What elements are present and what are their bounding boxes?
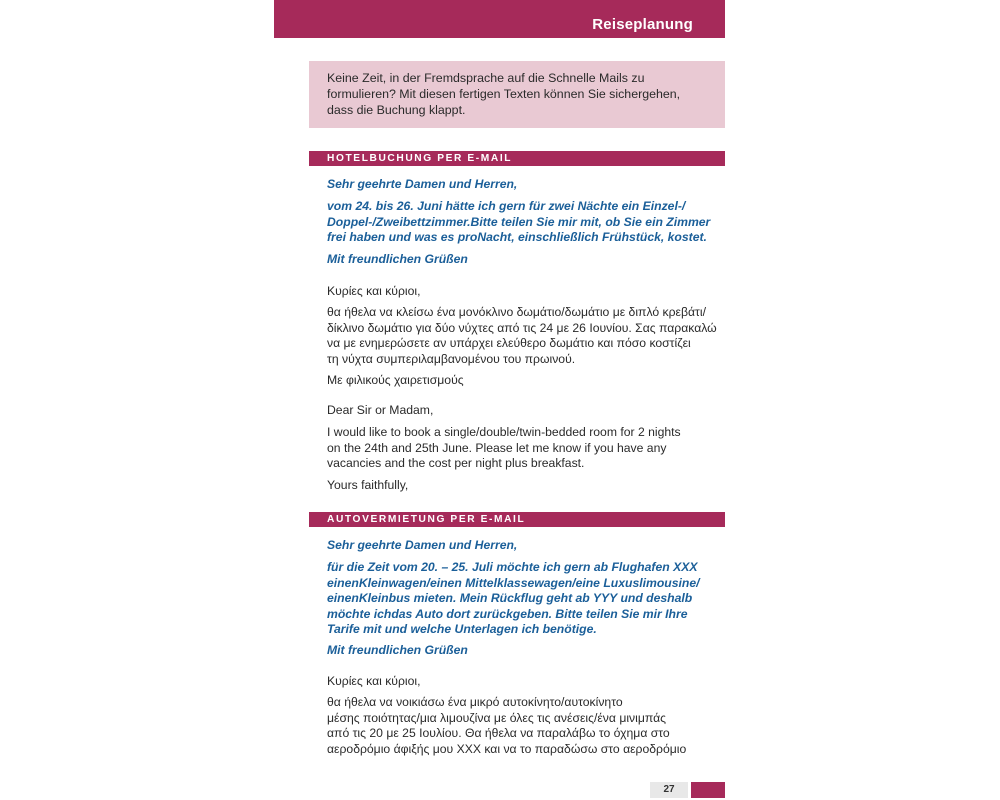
hotel-de-line: frei haben und was es proNacht, einschließlich Frühstück, kostet.	[327, 230, 707, 245]
hotel-gr-line: να με ενημερώσετε αν υπάρχει ελεύθερο δωμάτιο και πόσο κοστίζει	[327, 336, 691, 351]
hotel-en-line: I would like to book a single/double/twin-bedded room for 2 nights	[327, 425, 681, 439]
car-de-body	[327, 560, 717, 638]
book-page	[274, 0, 725, 800]
intro-box	[309, 61, 725, 128]
hotel-section-header	[309, 151, 725, 166]
header-bar	[274, 0, 725, 38]
car-gr-line: μέσης ποιότητας/μια λιμουζίνα με όλες τις ανέσεις/ένα μινιμπάς	[327, 710, 667, 725]
car-de-greeting: Sehr geehrte Damen und Herren,	[327, 538, 518, 552]
page-title: Reiseplanung	[592, 16, 693, 33]
hotel-en-greeting: Dear Sir or Madam,	[327, 403, 434, 417]
hotel-gr-line: τη νύχτα συμπεριλαμβανομένου του πρωινού.	[327, 351, 576, 366]
hotel-de-body	[327, 199, 717, 246]
car-de-line: Tarife mit und welche Unterlagen ich benötige.	[327, 622, 597, 637]
page-number: 27	[650, 782, 688, 798]
hotel-gr-line: θα ήθελα να κλείσω ένα μονόκλινο δωμάτιο/δωμάτιο με διπλό κρεβάτι/	[327, 305, 706, 319]
car-gr-body	[327, 695, 717, 757]
car-de-line: einenKleinwagen/einen Mittelklassewagen/eine Luxuslimousine/	[327, 575, 700, 590]
car-de-line: für die Zeit vom 20. – 25. Juli möchte ich gern ab Flughafen XXX	[327, 560, 698, 574]
car-gr-line: από τις 20 με 25 Ιουλίου. Θα ήθελα να παραλάβω το όχημα στο	[327, 726, 670, 741]
hotel-gr-greeting: Κυρίες και κύριοι,	[327, 284, 421, 298]
car-section-header	[309, 512, 725, 527]
hotel-gr-line: δίκλινο δωμάτιο για δύο νύχτες από τις 24 με 26 Ιουνίου. Σας παρακαλώ	[327, 320, 717, 335]
car-gr-greeting: Κυρίες και κύριοι,	[327, 674, 421, 688]
hotel-en-line: on the 24th and 25th June. Please let me know if you have any	[327, 440, 667, 455]
car-gr-line: θα ήθελα να νοικιάσω ένα μικρό αυτοκίνητο/αυτοκίνητο	[327, 695, 623, 709]
hotel-de-line: Doppel-/Zweibettzimmer.Bitte teilen Sie mir mit, ob Sie ein Zimmer	[327, 214, 711, 229]
hotel-de-closing: Mit freundlichen Grüßen	[327, 252, 468, 266]
hotel-section-title: HOTELBUCHUNG PER E-MAIL	[327, 153, 513, 164]
intro-line: formulieren? Mit diesen fertigen Texten können Sie sichergehen,	[327, 86, 681, 101]
intro-line: Keine Zeit, in der Fremdsprache auf die Schnelle Mails zu	[327, 71, 645, 85]
car-de-closing: Mit freundlichen Grüßen	[327, 643, 468, 657]
hotel-en-line: vacancies and the cost per night plus breakfast.	[327, 456, 585, 471]
page-number-accent-bar	[691, 782, 725, 798]
intro-line: dass die Buchung klappt.	[327, 102, 466, 117]
hotel-en-closing: Yours faithfully,	[327, 478, 409, 492]
hotel-gr-body	[327, 305, 717, 367]
car-section-title: AUTOVERMIETUNG PER E-MAIL	[327, 514, 526, 525]
hotel-de-greeting: Sehr geehrte Damen und Herren,	[327, 177, 518, 191]
car-de-line: möchte ichdas Auto dort zurückgeben. Bitte teilen Sie mir Ihre	[327, 606, 688, 621]
hotel-de-line: vom 24. bis 26. Juni hätte ich gern für zwei Nächte ein Einzel-/	[327, 199, 686, 213]
hotel-gr-closing: Με φιλικούς χαιρετισμούς	[327, 373, 464, 387]
hotel-en-body	[327, 425, 717, 472]
car-de-line: einenKleinbus mieten. Mein Rückflug geht ab YYY und deshalb	[327, 591, 693, 606]
car-gr-line: αεροδρόμιο άφιξής μου XXX και να το παραδώσω στο αεροδρόμιο	[327, 741, 687, 756]
